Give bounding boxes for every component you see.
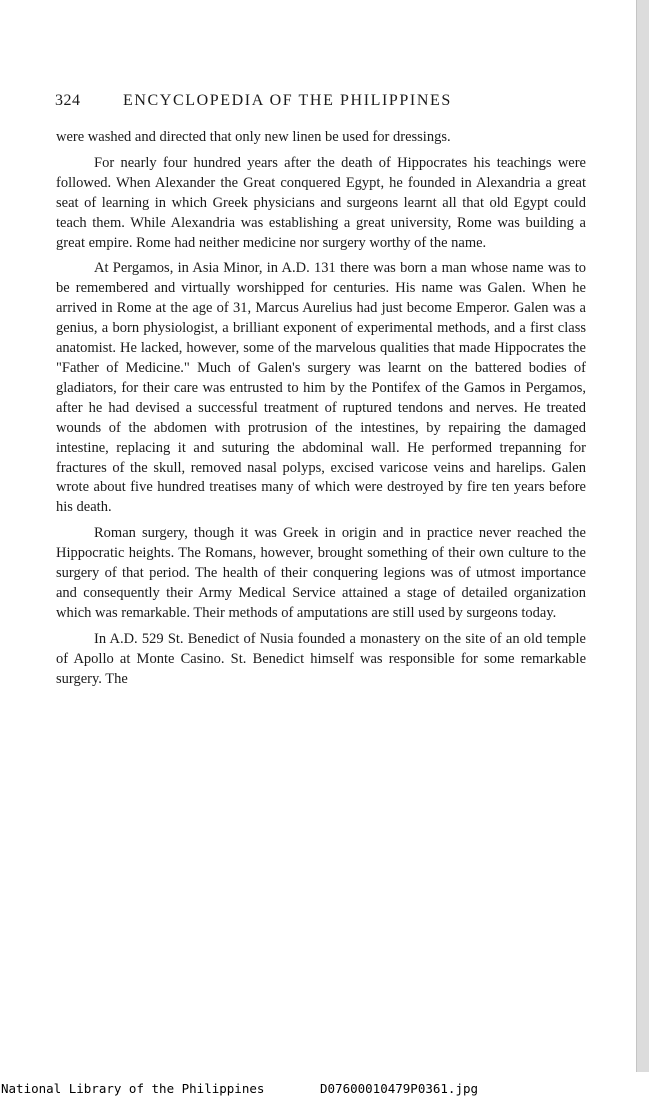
footer-filename: D07600010479P0361.jpg <box>320 1081 479 1096</box>
page-number: 324 <box>55 92 81 109</box>
paragraph-hippocrates-teachings: For nearly four hundred years after the death of Hippocrates his teachings were followed. When Alexander the Great conquered Egypt, he founded in Alexandria a great seat of learning in which Greek physicians and surgeons learnt all that old Egypt could teach them. While Alexandria was establishing a great university, Rome was building a great empire. Rome had neither medicine nor surgery worthy of the name. <box>56 154 586 251</box>
paragraph-continued: were washed and directed that only new linen be used for dressings. <box>56 129 451 145</box>
paragraph-st-benedict: In A.D. 529 St. Benedict of Nusia founded a monastery on the site of an old temple of Apollo at Monte Casino. St. Benedict himself was responsible for some remarkable surgery. The <box>56 630 586 687</box>
page-edge <box>636 0 649 1072</box>
paragraph-galen: At Pergamos, in Asia Minor, in A.D. 131 there was born a man whose name was to be remembered and virtually worshipped for centuries. His name was Galen. When he arrived in Rome at the age of 31, Marcus Aurelius had just become Emperor. Galen was a genius, a born physiologist, a brilliant exponent of experimental methods, and a first class anatomist. He lacked, however, some of the marvelous qualities that made Hippocrates the "Father of Medicine." Much of Galen's surgery was learnt on the battered bodies of gladiators, for their care was entrusted to him by the Pontifex of the Gamos in Pergamos, after he had devised a successful treatment of ruptured tendons and nerves. He treated wounds of the abdomen with protrusion of the intestines, by repairing the damaged intestine, replacing it and suturing the abdominal wall. He performed trepanning for fractures of the skull, removed nasal polyps, excised varicose veins and harelips. Galen wrote about five hundred treatises many of which were destroyed by fire ten years before his death. <box>56 260 586 516</box>
paragraph-roman-surgery: Roman surgery, though it was Greek in origin and in practice never reached the Hippocratic heights. The Romans, however, brought something of their own culture to the surgery of that period. The health of their conquering legions was of utmost importance and consequently their Army Medical Service attained a stage of detailed organization which was remarkable. Their methods of amputations are still used by surgeons today. <box>56 525 586 621</box>
body-text <box>56 128 586 689</box>
scan-footer <box>0 1081 649 1096</box>
footer-library-name: National Library of the Philippines <box>1 1081 265 1096</box>
running-title: ENCYCLOPEDIA OF THE PHILIPPINES <box>123 92 452 109</box>
running-head <box>55 92 585 114</box>
